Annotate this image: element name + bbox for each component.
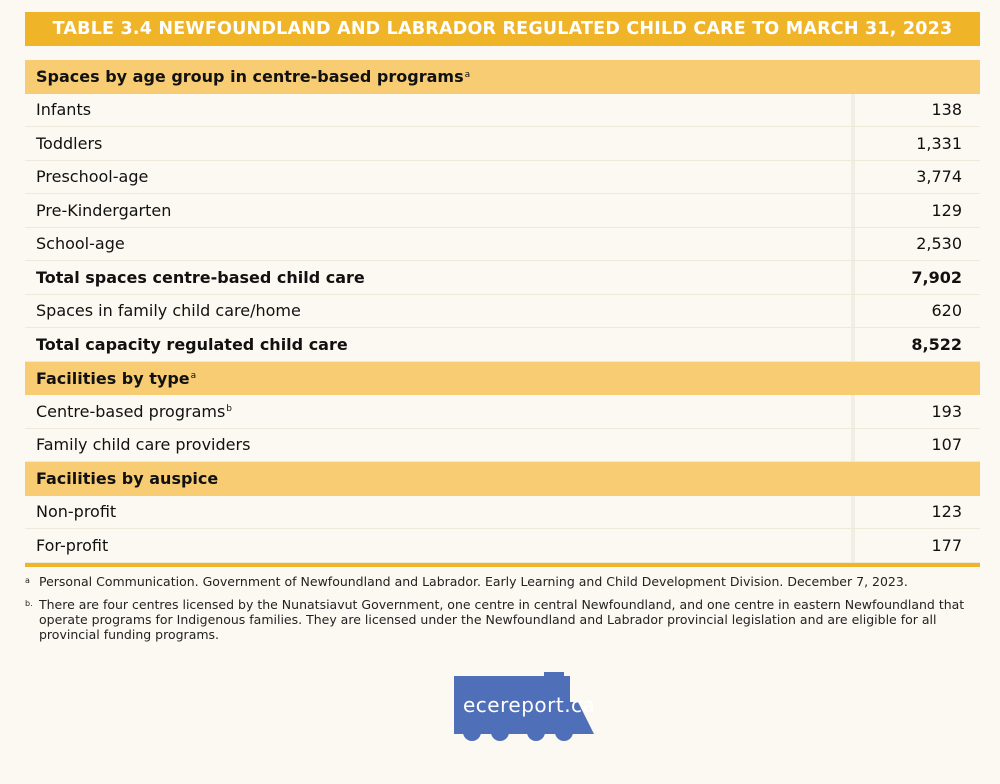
row-label: Centre-based programs xyxy=(36,401,226,421)
row-label: Toddlers xyxy=(25,127,851,160)
row-label: Spaces in family child care/home xyxy=(25,295,851,328)
footnote-mark: b. xyxy=(25,599,33,608)
row-value: 8,522 xyxy=(851,328,980,361)
row-value: 7,902 xyxy=(851,261,980,294)
row-value: 129 xyxy=(851,194,980,227)
row-label: Total capacity regulated child care xyxy=(25,328,851,361)
table-row-for-profit xyxy=(25,529,980,563)
row-label: Infants xyxy=(25,94,851,127)
table-bottom-rule xyxy=(25,563,980,567)
train-wheel xyxy=(463,723,481,741)
train-wheel xyxy=(555,723,573,741)
row-label: Preschool-age xyxy=(25,161,851,194)
train-wheel xyxy=(527,723,545,741)
table-row-centre-based xyxy=(25,395,980,429)
row-value: 193 xyxy=(851,395,980,428)
table-row-total-capacity xyxy=(25,328,980,362)
row-label: Family child care providers xyxy=(25,429,851,462)
footnotes xyxy=(25,574,965,650)
footnote-b xyxy=(25,597,965,642)
row-label: Pre-Kindergarten xyxy=(25,194,851,227)
table-row-total-centre xyxy=(25,261,980,295)
section-header-age-group xyxy=(25,60,980,94)
table-row-non-profit xyxy=(25,496,980,530)
logo-text[interactable]: ecereport.ca xyxy=(463,693,596,717)
row-value: 107 xyxy=(851,429,980,462)
footnote-text: There are four centres licensed by the Nunatsiavut Government, one centre in central Newfoundland, and one centre in eastern Newfoundland that operate programs for Indigenous families. They are licensed under the Newfoundland and Labrador provincial legislation and are eligible for all provincial funding programs. xyxy=(39,597,965,642)
table-row-school-age xyxy=(25,228,980,262)
section-title: Facilities by auspice xyxy=(36,469,219,489)
row-value: 620 xyxy=(851,295,980,328)
table-title: TABLE 3.4 NEWFOUNDLAND AND LABRADOR REGULATED CHILD CARE TO MARCH 31, 2023 xyxy=(25,12,980,46)
footnote-mark: a xyxy=(25,576,30,585)
table-row-family-providers xyxy=(25,429,980,463)
row-value: 177 xyxy=(851,529,980,562)
train-wheel xyxy=(491,723,509,741)
footnote-ref: a xyxy=(190,371,197,382)
footnote-text: Personal Communication. Government of Newfoundland and Labrador. Early Learning and Child Development Division. December 7, 2023. xyxy=(39,574,908,589)
table-row-pre-kindergarten xyxy=(25,194,980,228)
row-label: Non-profit xyxy=(25,496,851,529)
section-header-auspice xyxy=(25,462,980,496)
footnote-ref: a xyxy=(464,69,471,80)
table-row-infants xyxy=(25,94,980,128)
row-label: Total spaces centre-based child care xyxy=(25,261,851,294)
section-header-facility-type xyxy=(25,362,980,396)
row-value: 138 xyxy=(851,94,980,127)
child-care-table xyxy=(25,60,980,567)
row-label: School-age xyxy=(25,228,851,261)
row-value: 123 xyxy=(851,496,980,529)
row-label: For-profit xyxy=(25,529,851,562)
row-value: 1,331 xyxy=(851,127,980,160)
section-title: Facilities by type xyxy=(36,368,190,388)
section-title: Spaces by age group in centre-based programs xyxy=(36,67,464,87)
footnote-ref: b xyxy=(226,404,233,415)
footnote-a xyxy=(25,574,965,589)
table-row-toddlers xyxy=(25,127,980,161)
row-value: 3,774 xyxy=(851,161,980,194)
table-row-preschool xyxy=(25,161,980,195)
row-value: 2,530 xyxy=(851,228,980,261)
table-row-family-spaces xyxy=(25,295,980,329)
